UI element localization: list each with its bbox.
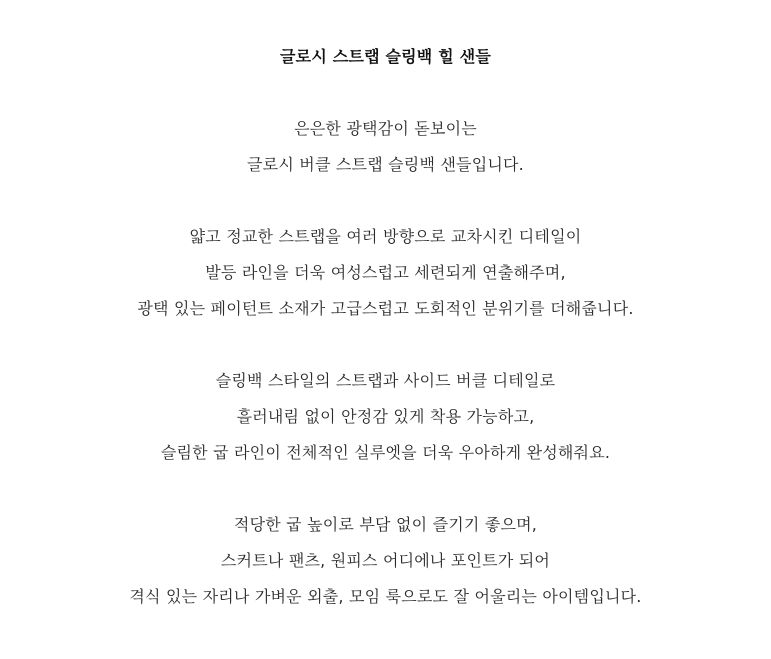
description-line: 광택 있는 페이턴트 소재가 고급스럽고 도회적인 분위기를 더해줍니다. — [137, 299, 634, 318]
description-line: 슬링백 스타일의 스트랩과 사이드 버클 디테일로 — [215, 371, 556, 390]
description-line: 스커트나 팬츠, 원피스 어디에나 포인트가 되어 — [220, 551, 551, 570]
description-line: 흘러내림 없이 안정감 있게 착용 가능하고, — [236, 407, 535, 426]
description-line: 격식 있는 자리나 가벼운 외출, 모임 룩으로도 잘 어울리는 아이템입니다. — [129, 587, 642, 606]
description-line: 적당한 굽 높이로 부담 없이 즐기기 좋으며, — [233, 515, 538, 534]
description-line: 슬림한 굽 라인이 전체적인 실루엣을 더욱 우아하게 완성해줘요. — [160, 443, 611, 462]
product-title: 글로시 스트랩 슬링백 힐 샌들 — [280, 47, 491, 66]
description-line: 글로시 버클 스트랩 슬링백 샌들입니다. — [247, 155, 524, 174]
description-line: 발등 라인을 더욱 여성스럽고 세련되게 연출해주며, — [205, 263, 566, 282]
description-line: 은은한 광택감이 돋보이는 — [294, 119, 477, 138]
description-line: 얇고 정교한 스트랩을 여러 방향으로 교차시킨 디테일이 — [189, 227, 582, 246]
